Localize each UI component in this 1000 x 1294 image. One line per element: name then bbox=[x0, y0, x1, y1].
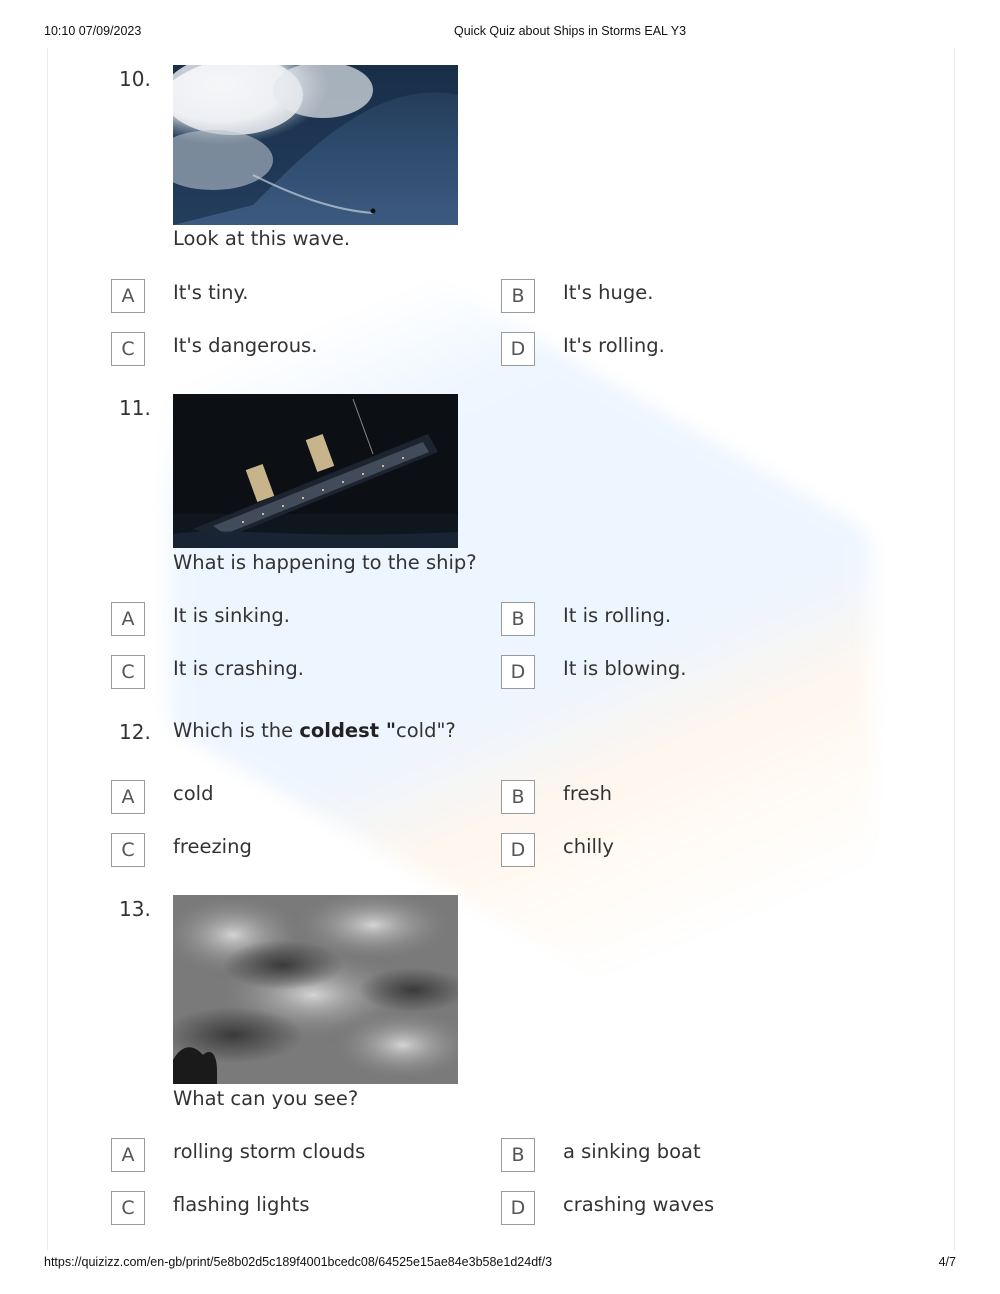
option-d-box[interactable]: D bbox=[501, 833, 535, 867]
option-d-box[interactable]: D bbox=[501, 332, 535, 366]
question-text-bold: coldest " bbox=[299, 719, 397, 742]
option-c-box[interactable]: C bbox=[111, 1191, 145, 1225]
option-d-text[interactable]: It is blowing. bbox=[563, 657, 687, 680]
option-a-text[interactable]: cold bbox=[173, 782, 214, 805]
print-url: https://quizizz.com/en-gb/print/5e8b02d5c189f4001bcedc08/64525e15ae84e3b58e1d24df/3 bbox=[44, 1255, 553, 1269]
option-b-text[interactable]: a sinking boat bbox=[563, 1140, 701, 1163]
option-c-text[interactable]: It is crashing. bbox=[173, 657, 304, 680]
option-b-text[interactable]: It is rolling. bbox=[563, 604, 672, 627]
option-c-text[interactable]: flashing lights bbox=[173, 1193, 310, 1216]
print-page-number: 4/7 bbox=[938, 1255, 956, 1269]
question-number: 10. bbox=[119, 67, 151, 91]
question-number: 13. bbox=[119, 897, 151, 921]
question-text: Look at this wave. bbox=[173, 227, 351, 250]
question-text-after: cold"? bbox=[396, 719, 456, 742]
print-title: Quick Quiz about Ships in Storms EAL Y3 bbox=[454, 24, 687, 38]
option-b-box[interactable]: B bbox=[501, 279, 535, 313]
question-text bbox=[173, 719, 456, 742]
option-a-box[interactable]: A bbox=[111, 780, 145, 814]
option-c-box[interactable]: C bbox=[111, 833, 145, 867]
question-text: What is happening to the ship? bbox=[173, 551, 477, 574]
option-b-text[interactable]: fresh bbox=[563, 782, 612, 805]
option-c-box[interactable]: C bbox=[111, 332, 145, 366]
option-b-text[interactable]: It's huge. bbox=[563, 281, 654, 304]
wave-surfer-photo-icon bbox=[173, 65, 458, 225]
option-b-box[interactable]: B bbox=[501, 602, 535, 636]
option-d-text[interactable]: chilly bbox=[563, 835, 614, 858]
question-text: What can you see? bbox=[173, 1087, 359, 1110]
option-d-text[interactable]: crashing waves bbox=[563, 1193, 715, 1216]
option-a-text[interactable]: It's tiny. bbox=[173, 281, 249, 304]
option-a-box[interactable]: A bbox=[111, 1138, 145, 1172]
option-a-text[interactable]: It is sinking. bbox=[173, 604, 290, 627]
print-header bbox=[0, 24, 1000, 40]
question-number: 12. bbox=[119, 720, 151, 744]
print-footer bbox=[0, 1255, 1000, 1271]
sinking-ship-photo-icon bbox=[173, 394, 458, 548]
storm-clouds-photo-icon bbox=[173, 895, 458, 1084]
print-datetime: 10:10 07/09/2023 bbox=[44, 24, 142, 38]
question-number: 11. bbox=[119, 396, 151, 420]
option-c-text[interactable]: It's dangerous. bbox=[173, 334, 318, 357]
option-a-text[interactable]: rolling storm clouds bbox=[173, 1140, 366, 1163]
option-c-text[interactable]: freezing bbox=[173, 835, 252, 858]
option-b-box[interactable]: B bbox=[501, 780, 535, 814]
question-text-before: Which is the bbox=[173, 719, 300, 742]
option-a-box[interactable]: A bbox=[111, 602, 145, 636]
option-a-box[interactable]: A bbox=[111, 279, 145, 313]
option-d-text[interactable]: It's rolling. bbox=[563, 334, 665, 357]
option-d-box[interactable]: D bbox=[501, 1191, 535, 1225]
option-b-box[interactable]: B bbox=[501, 1138, 535, 1172]
option-c-box[interactable]: C bbox=[111, 655, 145, 689]
option-d-box[interactable]: D bbox=[501, 655, 535, 689]
